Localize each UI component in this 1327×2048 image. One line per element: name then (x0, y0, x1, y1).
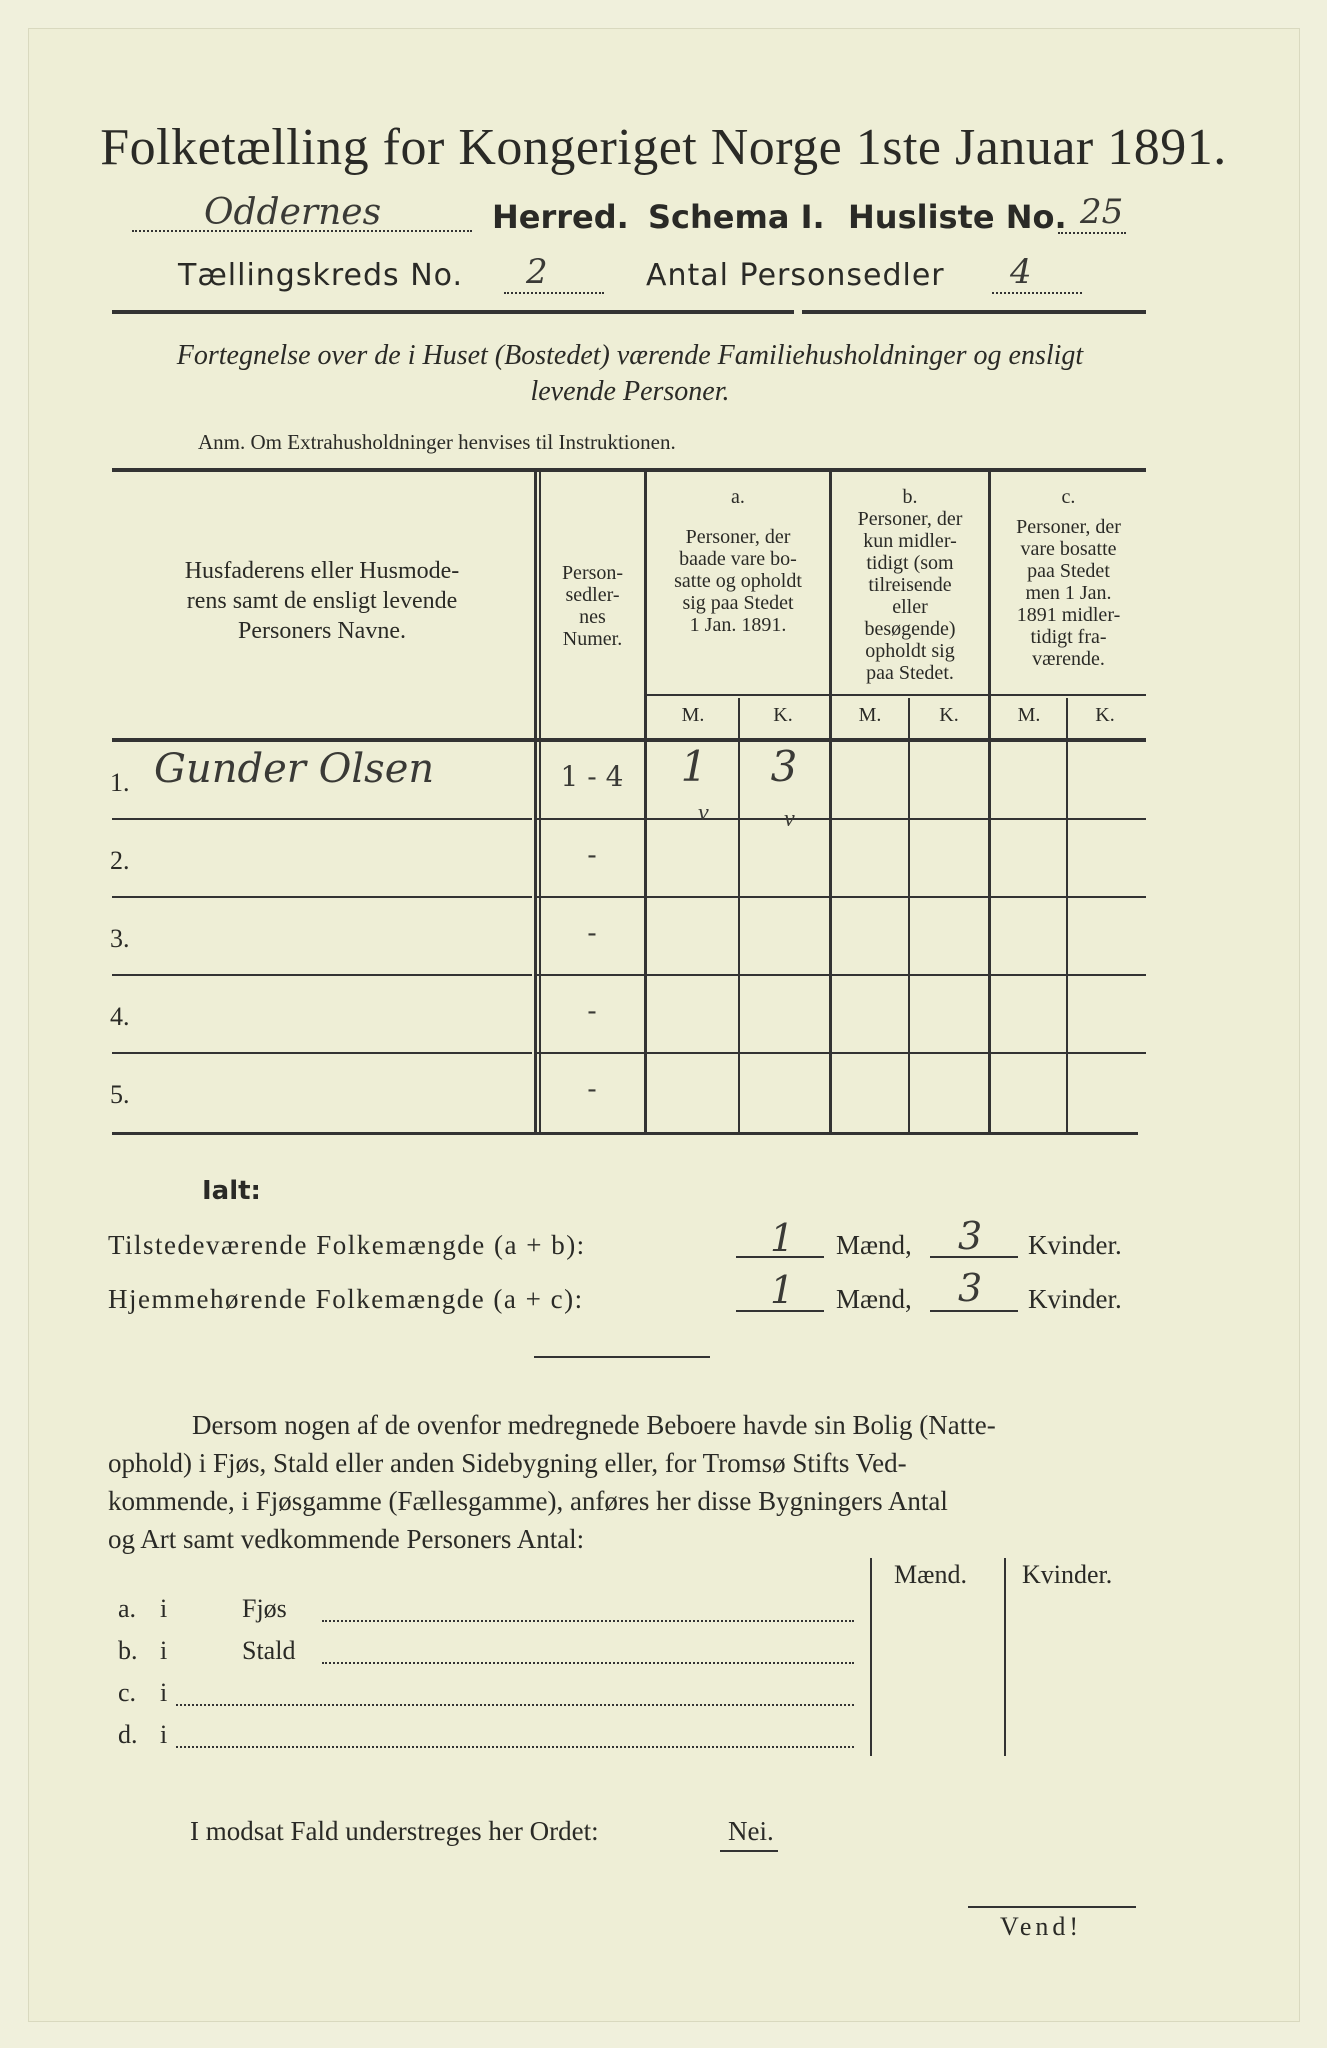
buildings-kvinder-header: Kvinder. (1022, 1560, 1113, 1589)
buildings-maend-header: Mænd. (894, 1560, 967, 1589)
tilstede-maend-value: 1 (770, 1216, 795, 1260)
tilstede-kvinder-value: 3 (958, 1214, 983, 1258)
tilstede-label: Tilstedeværende Folkemængde (a + b): (108, 1230, 586, 1260)
table-bottom-rule (112, 1132, 1138, 1135)
antal-value: 4 (1010, 252, 1032, 292)
building-prep: i (160, 1678, 168, 1707)
c-k-label: K. (1095, 704, 1115, 726)
building-letter: a. (118, 1594, 137, 1623)
hjemme-kvinder-label: Kvinder. (1028, 1284, 1122, 1314)
building-letter: b. (118, 1636, 138, 1665)
schema-label: Schema I. (648, 198, 825, 236)
intro-line-2: levende Personer. (530, 376, 730, 407)
check-mark: v (784, 806, 795, 832)
col-c-header: c. Personer, der vare bosatte paa Stedet men 1 Jan. 1891 midler- tidigt fra- værende. (1016, 486, 1121, 670)
row-a-k: 3 (770, 742, 798, 791)
col-num-header: Person- sedler- nes Numer. (561, 562, 624, 650)
husliste-label: Husliste No. (848, 198, 1067, 236)
hjemme-maend-value: 1 (770, 1268, 795, 1312)
row-sedler: - (587, 994, 597, 1027)
building-label: Stald (242, 1636, 296, 1665)
nei-word: Nei. (728, 1816, 774, 1846)
a-k-label: K. (773, 704, 793, 726)
row-sedler: - (587, 916, 597, 949)
hjemme-maend-label: Mænd, (836, 1284, 912, 1314)
section-divider (534, 1356, 710, 1358)
col-a-header: a. Personer, der baade vare bo- satte og opholdt sig paa Stedet 1 Jan. 1891. (674, 486, 802, 636)
building-prep: i (160, 1720, 168, 1749)
building-prep: i (160, 1636, 168, 1665)
c-m-label: M. (1017, 704, 1041, 726)
kreds-value: 2 (526, 252, 548, 292)
anm-note: Anm. Om Extrahusholdninger henvises til Instruktionen. (198, 430, 676, 454)
row-number: 3. (110, 924, 130, 953)
modsat-text: I modsat Fald understreges her Ordet: (190, 1816, 599, 1846)
check-mark: v (698, 800, 709, 826)
vend-text: Vend! (1000, 1912, 1083, 1941)
buildings-paragraph: Dersom nogen af de ovenfor medregnede Beboere havde sin Bolig (Natte- ophold) i Fjøs, Stald eller anden Sidebygning eller, for Tromsø Stifts Ved- kommende, i Fjøsgamme (Fællesgamme), anføres her disse Bygningers Antal og Art samt vedkommende Personers Antal: (108, 1410, 996, 1554)
row-sedler: - (587, 1072, 597, 1105)
a-m-label: M. (681, 704, 705, 726)
building-letter: c. (118, 1678, 137, 1707)
ialt-label: Ialt: (202, 1176, 261, 1206)
b-m-label: M. (858, 704, 882, 726)
row-name: Gunder Olsen (154, 746, 435, 792)
tilstede-kvinder-label: Kvinder. (1028, 1230, 1122, 1260)
herred-field (132, 192, 472, 236)
hjemme-label: Hjemmehørende Folkemængde (a + c): (108, 1284, 584, 1314)
row-sedler: 1 - 4 (560, 760, 624, 793)
row-sedler: - (587, 838, 597, 871)
hjemme-kvinder-value: 3 (958, 1266, 983, 1310)
nei-underline (720, 1850, 778, 1852)
col-name-header: Husfaderens eller Husmode- rens samt de ensligt levende Personers Navne. (184, 558, 460, 644)
census-form-sheet (28, 28, 1300, 2022)
building-label: Fjøs (242, 1594, 287, 1623)
intro-line-1: Fortegnelse over de i Huset (Bostedet) værende Familiehusholdninger og ensligt (176, 340, 1084, 371)
tilstede-maend-label: Mænd, (836, 1230, 912, 1260)
col-b-header: b. Personer, der kun midler- tidigt (som tilreisende eller besøgende) opholdt sig paa Stedet. (857, 486, 963, 684)
row-number: 1. (110, 768, 130, 797)
b-k-label: K. (939, 704, 959, 726)
row-number: 2. (110, 846, 130, 875)
form-title: Folketælling for Kongeriget Norge 1ste Januar 1891. (100, 119, 1227, 176)
building-letter: d. (118, 1720, 138, 1749)
row-number: 5. (110, 1080, 130, 1109)
row-a-m: 1 (680, 742, 708, 791)
husliste-value: 25 (1080, 192, 1124, 232)
building-prep: i (160, 1594, 168, 1623)
herred-value: Oddernes (204, 192, 382, 233)
row-number: 4. (110, 1002, 130, 1031)
antal-label: Antal Personsedler (646, 258, 945, 293)
herred-label: Herred. (492, 198, 629, 236)
kreds-label: Tællingskreds No. (178, 258, 463, 293)
